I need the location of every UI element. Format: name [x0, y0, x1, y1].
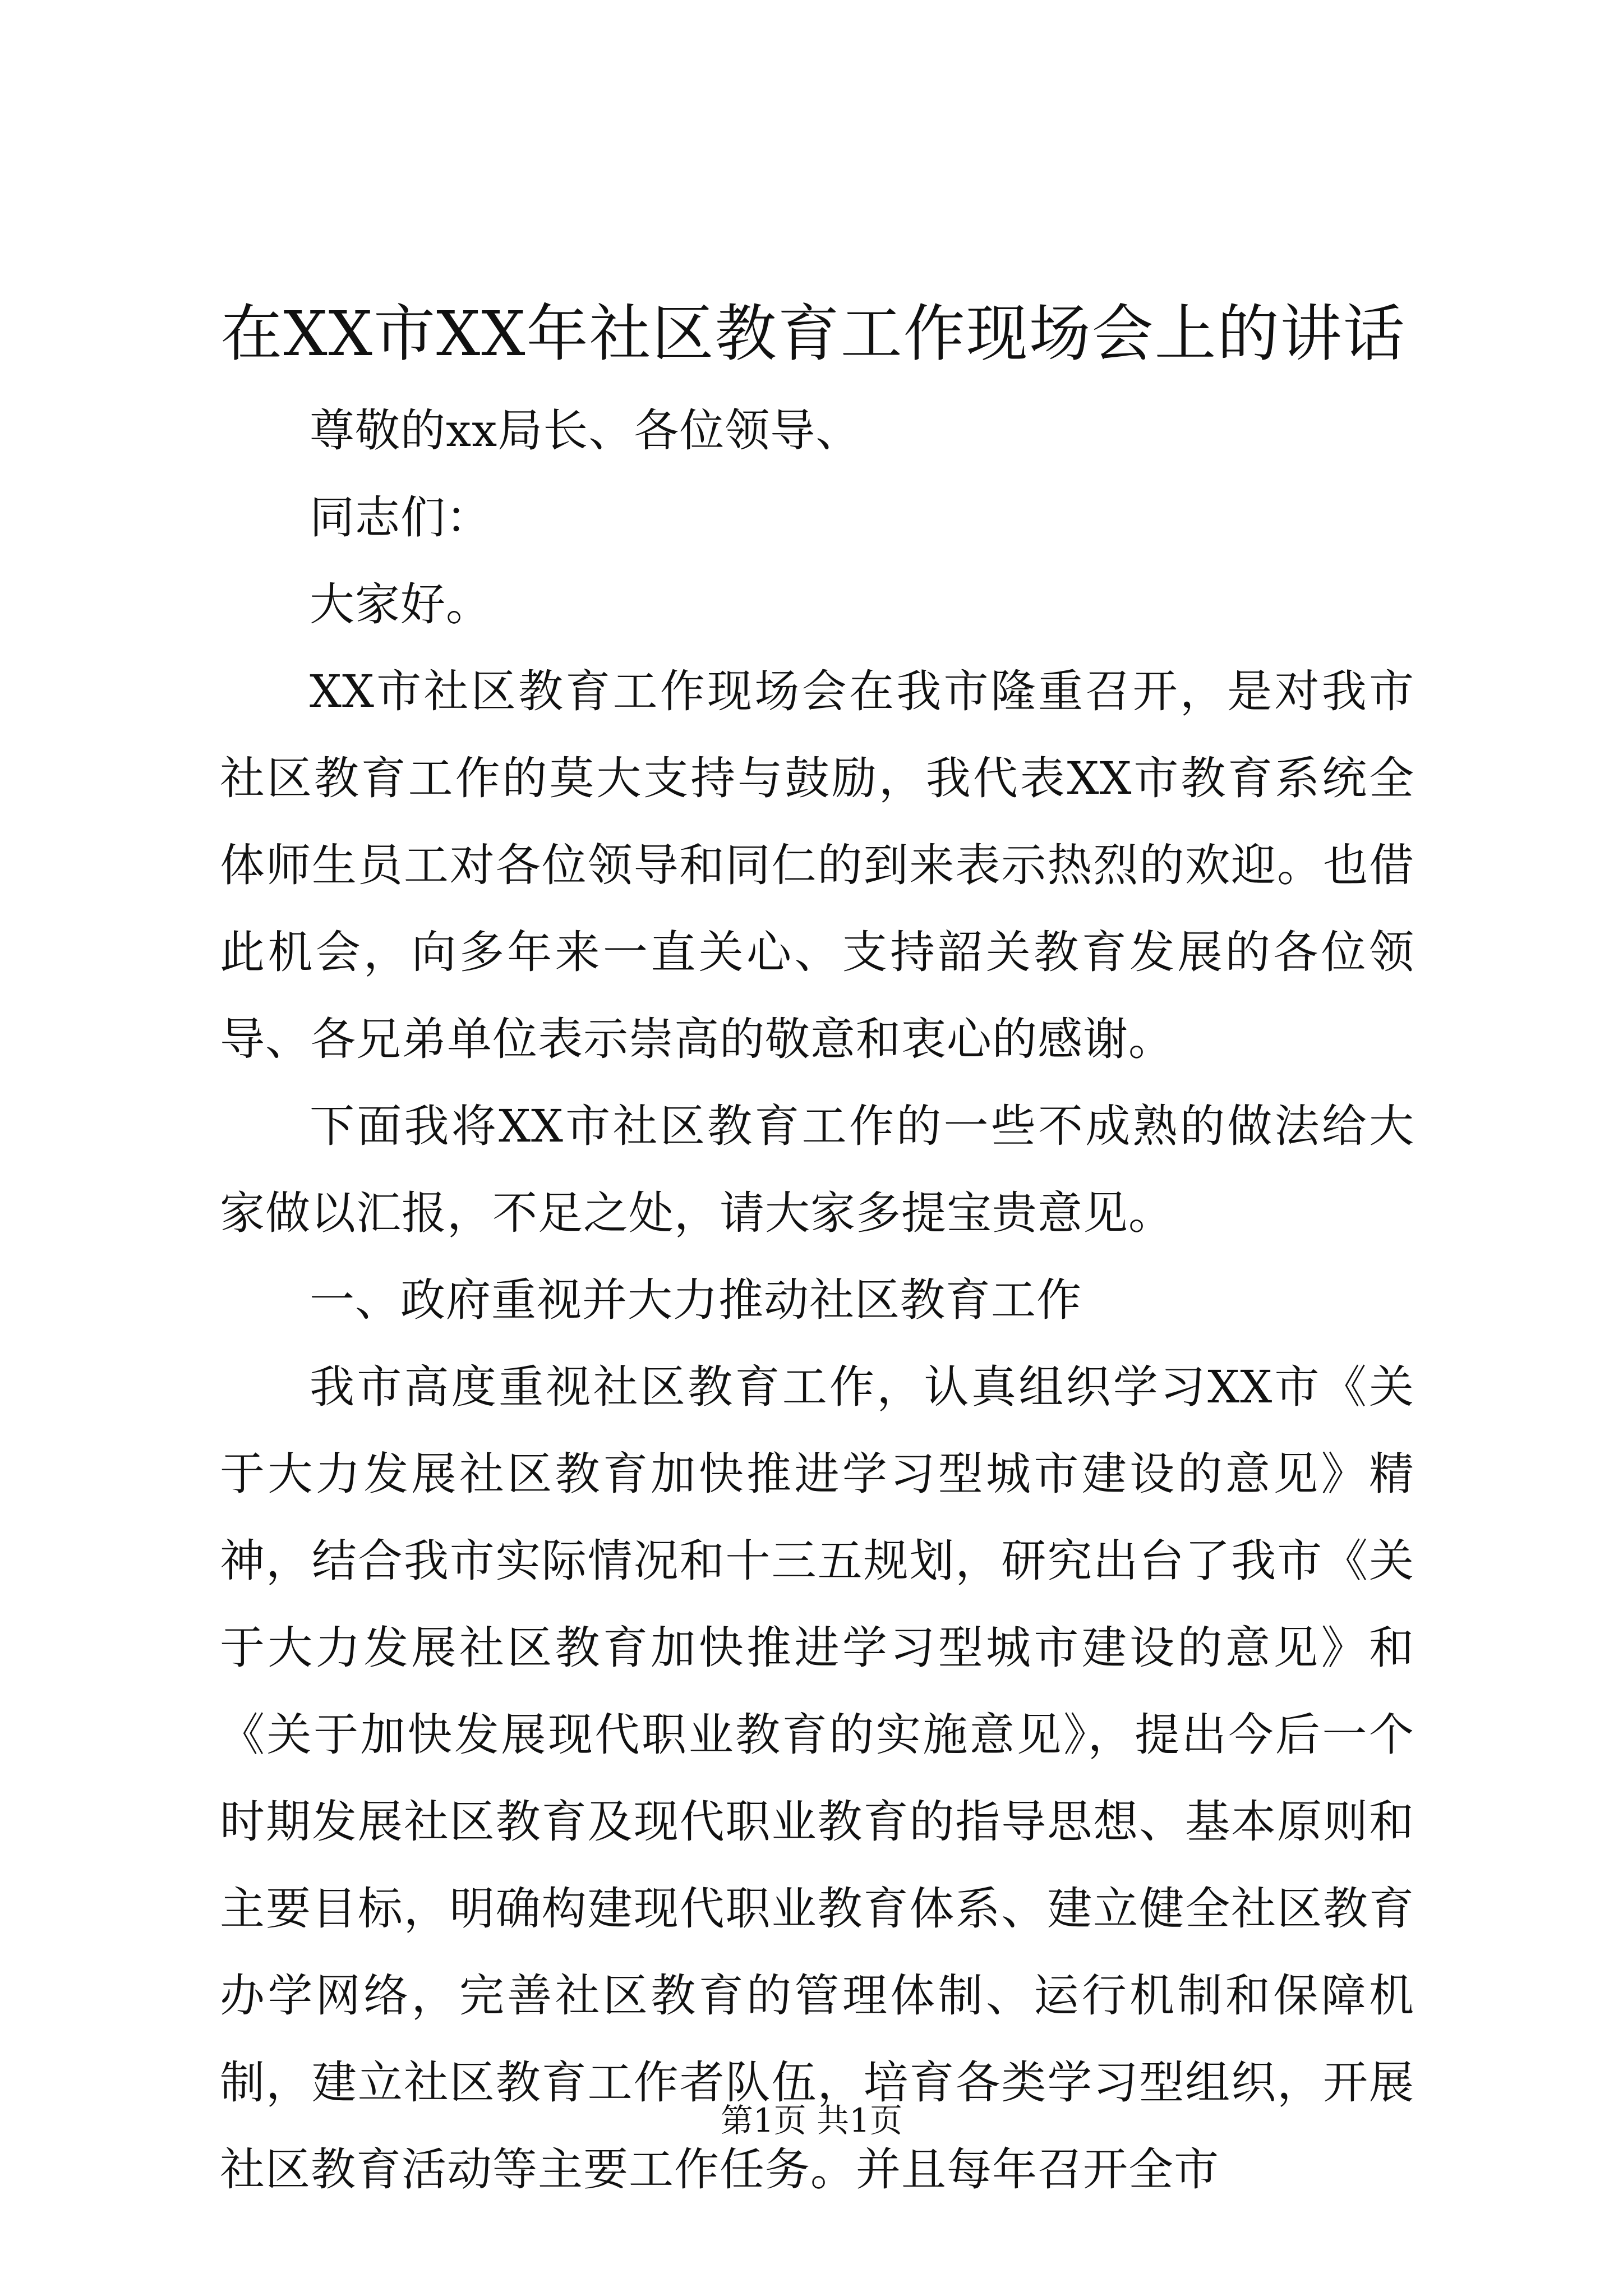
section-heading: 一、政府重视并大力推动社区教育工作	[310, 1274, 1082, 1326]
document-body	[220, 387, 1414, 2213]
body-paragraph: 我市高度重视社区教育工作，认真组织学习XX市《关于大力发展社区教育加快推进学习型城市建设的意见》精神，结合我市实际情况和十三五规划，研究出台了我市《关于大力发展社区教育加快推进学习型城市建设的意见》和《关于加快发展现代职业教育的实施意见》，提出今后一个时期发展社区教育及现代职业教育的指导思想、基本原则和主要目标，明确构建现代职业教育体系、建立健全社区教育办学网络，完善社区教育的管理体制、运行机制和保障机制，建立社区教育工作者队伍，培育各类学习型组织，开展社区教育活动等主要工作任务。并且每年召开全市	[220, 1361, 1414, 2196]
page-footer: 第1页 共1页	[720, 2101, 903, 2139]
document-title: 在XX市XX年社区教育工作现场会上的讲话	[220, 298, 1406, 370]
body-paragraph: XX市社区教育工作现场会在我市隆重召开，是对我市社区教育工作的莫大支持与鼓励，我代表XX市教育系统全体师生员工对各位领导和同仁的到来表示热烈的欢迎。也借此机会，向多年来一直关心、支持韶关教育发展的各位领导、各兄弟单位表示崇高的敬意和衷心的感谢。	[220, 665, 1414, 1065]
salutation-line: 同志们：	[310, 491, 491, 544]
greeting-line: 大家好。	[310, 578, 491, 631]
salutation-line: 尊敬的xx局长、各位领导、	[310, 404, 861, 457]
body-paragraph: 下面我将XX市社区教育工作的一些不成熟的做法给大家做以汇报，不足之处，请大家多提宝贵意见。	[220, 1100, 1414, 1239]
